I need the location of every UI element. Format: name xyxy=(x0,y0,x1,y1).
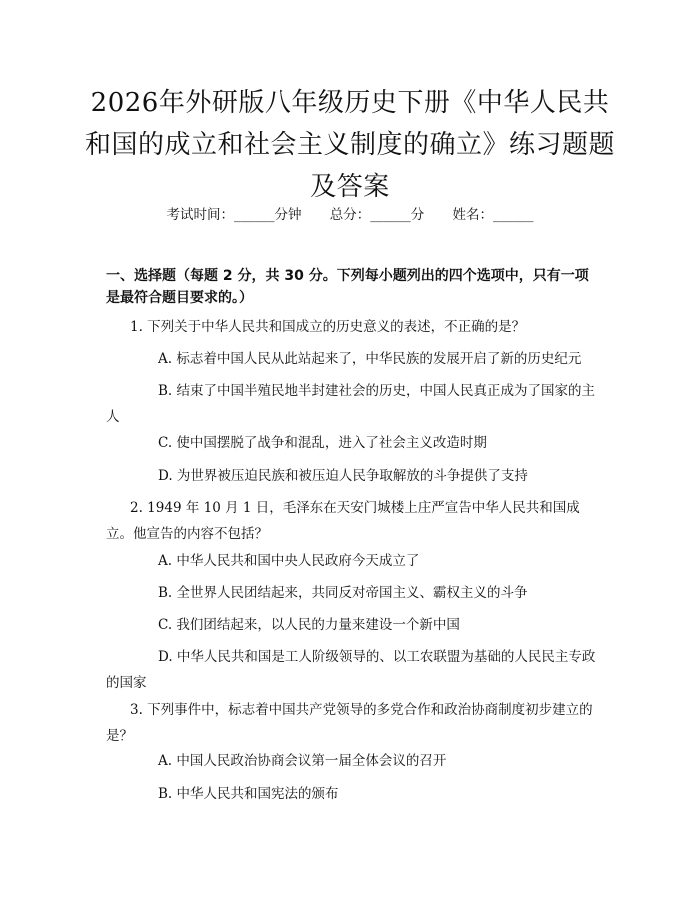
exam-meta xyxy=(0,205,700,225)
student-name-field: 姓名：______ xyxy=(452,207,534,223)
document-title: 2026年外研版八年级历史下册《中华人民共和国的成立和社会主义制度的确立》练习题题及答案 xyxy=(84,88,615,202)
question-3-option-a: A. 中国人民政治协商会议第一届全体会议的召开 xyxy=(158,753,447,769)
exam-time-field: 考试时间：______分钟 xyxy=(166,207,302,223)
question-3-option-b: B. 中华人民共和国宪法的颁布 xyxy=(158,786,339,802)
section-heading-choice: 一、选择题（每题 2 分，共 30 分。下列每小题列出的四个选项中，只有一项是最符合题目要求的。） xyxy=(106,268,589,306)
question-2-option-a: A. 中华人民共和国中央人民政府今天成立了 xyxy=(158,553,420,569)
question-3-stem: 3. 下列事件中，标志着中国共产党领导的多党合作和政治协商制度初步建立的是？ xyxy=(106,702,593,744)
question-1-stem: 1. 下列关于中华人民共和国成立的历史意义的表述，不正确的是？ xyxy=(130,319,526,335)
question-1-option-b: B. 结束了中国半殖民地半封建社会的历史，中国人民真正成为了国家的主人 xyxy=(106,383,596,425)
question-2-option-d: D. 中华人民共和国是工人阶级领导的、以工农联盟为基础的人民民主专政的国家 xyxy=(106,649,596,691)
question-2-option-c: C. 我们团结起来，以人民的力量来建设一个新中国 xyxy=(158,617,460,633)
question-1-option-a: A. 标志着中国人民从此站起来了，中华民族的发展开启了新的历史纪元 xyxy=(158,351,582,367)
question-2-stem: 2. 1949 年 10 月 1 日，毛泽东在天安门城楼上庄严宣告中华人民共和国成立。他宣告的内容不包括？ xyxy=(106,500,580,542)
question-1-option-d: D. 为世界被压迫民族和被压迫人民争取解放的斗争提供了支持 xyxy=(158,468,528,484)
question-2-option-b: B. 全世界人民团结起来，共同反对帝国主义、霸权主义的斗争 xyxy=(158,585,528,601)
total-score-field: 总分：______分 xyxy=(329,207,425,223)
question-1-option-c: C. 使中国摆脱了战争和混乱，进入了社会主义改造时期 xyxy=(158,435,487,451)
